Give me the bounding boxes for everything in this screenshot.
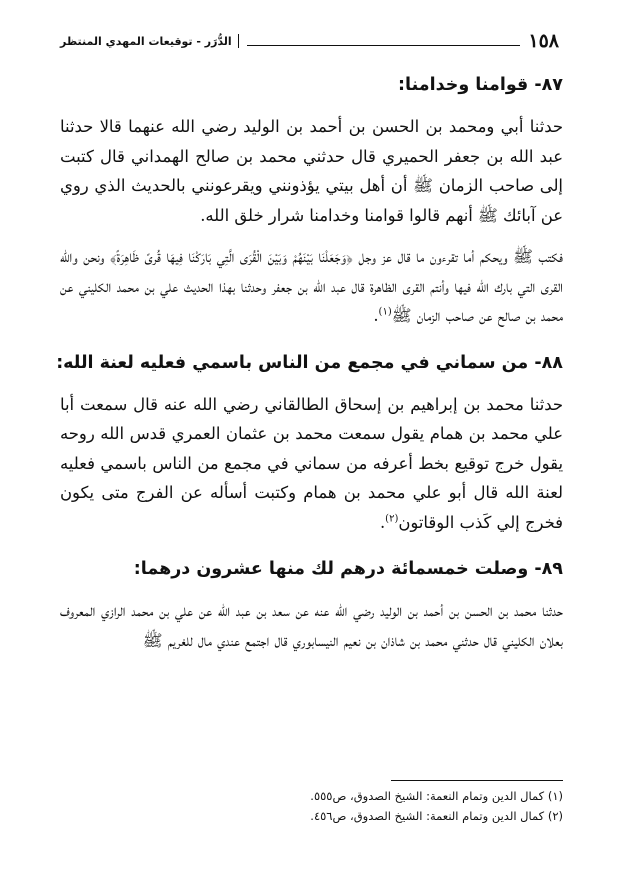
sentence-end: . xyxy=(373,306,379,325)
section-heading-88: ٨٨- من سماني في مجمع من الناس باسمي فعليه لعنة الله: xyxy=(56,352,563,373)
running-header xyxy=(60,28,559,54)
section-heading-89: ٨٩- وصلت خمسمائة درهم لك منها عشرون درهما: xyxy=(133,559,563,579)
footnote-ref: (٢) xyxy=(385,513,399,525)
footnotes xyxy=(263,786,563,826)
hadith-paragraph xyxy=(60,390,563,538)
footnote-item: (١) كمال الدين وتمام النعمة: الشيخ الصدوق، ص٥٥٥. xyxy=(310,789,563,803)
hadith-paragraph: حدثنا محمد بن الحسن بن أحمد بن الوليد رضي الله عنه عن سعد بن عبد الله عن علي بن محمد الرازي المعروف بعلان الكليني قال حدثني محمد بن شاذان بن نعيم النيسابوري قال اجتمع عندي مال للغريم ﷺ xyxy=(60,601,563,650)
hadith-paragraph xyxy=(60,242,563,331)
footnote-ref: (١) xyxy=(378,306,392,318)
header-rule xyxy=(247,45,521,46)
running-title: الدُّرَر - توقيعات المهدي المنتظر xyxy=(60,34,232,48)
header-separator xyxy=(238,34,239,48)
hadith-text: فكتب ﷺ ويحكم أما تقرءون ما قال عز وجل ﴿وَجَعَلْنَا بَيْنَهُمْ وَبَيْنَ الْقُرَى الَّتِي بَارَكْنَا فِيهَا قُرىً ظَاهِرَةً﴾ ونحن والله القرى التي بارك الله فيها وأنتم القرى الظاهرة قال عبد الله بن جعفر وحدثنا بهذا الحديث علي بن محمد الكليني عن محمد بن صالح عن صاحب الزمان ﷺ xyxy=(60,247,563,325)
footnote-rule xyxy=(391,780,563,781)
section-heading-87: ٨٧- قوامنا وخدامنا: xyxy=(398,75,563,95)
sentence-end: . xyxy=(379,512,386,532)
page-body xyxy=(56,70,563,655)
hadith-text: حدثنا محمد بن إبراهيم بن إسحاق الطالقاني رضي الله عنه قال سمعت أبا علي محمد بن همام يقول سمعت محمد بن عثمان العمري قدس الله روحه يقول خرج توقيع بخط أعرفه من سماني في مجمع من الناس باسمي فعليه لعنة الله قال أبو علي محمد بن همام وكتبت أسأله عن الفرج متى يكون فخرج إلي كَذب الوقاتون xyxy=(60,394,563,532)
hadith-paragraph: حدثنا أبي ومحمد بن الحسن بن أحمد بن الوليد رضي الله عنهما قالا حدثنا عبد الله بن جعفر الحميري قال حدثني محمد بن صالح الهمداني قال كتبت إلى صاحب الزمان ﷺ أن أهل بيتي يؤذونني ويقرعونني بالحديث الذي روي عن آبائك ﷺ أنهم قالوا قوامنا وخدامنا شرار خلق الله. xyxy=(60,117,563,225)
page-number: ١٥٨ xyxy=(528,30,559,52)
footnote-item: (٢) كمال الدين وتمام النعمة: الشيخ الصدوق، ص٤٥٦. xyxy=(310,809,563,823)
